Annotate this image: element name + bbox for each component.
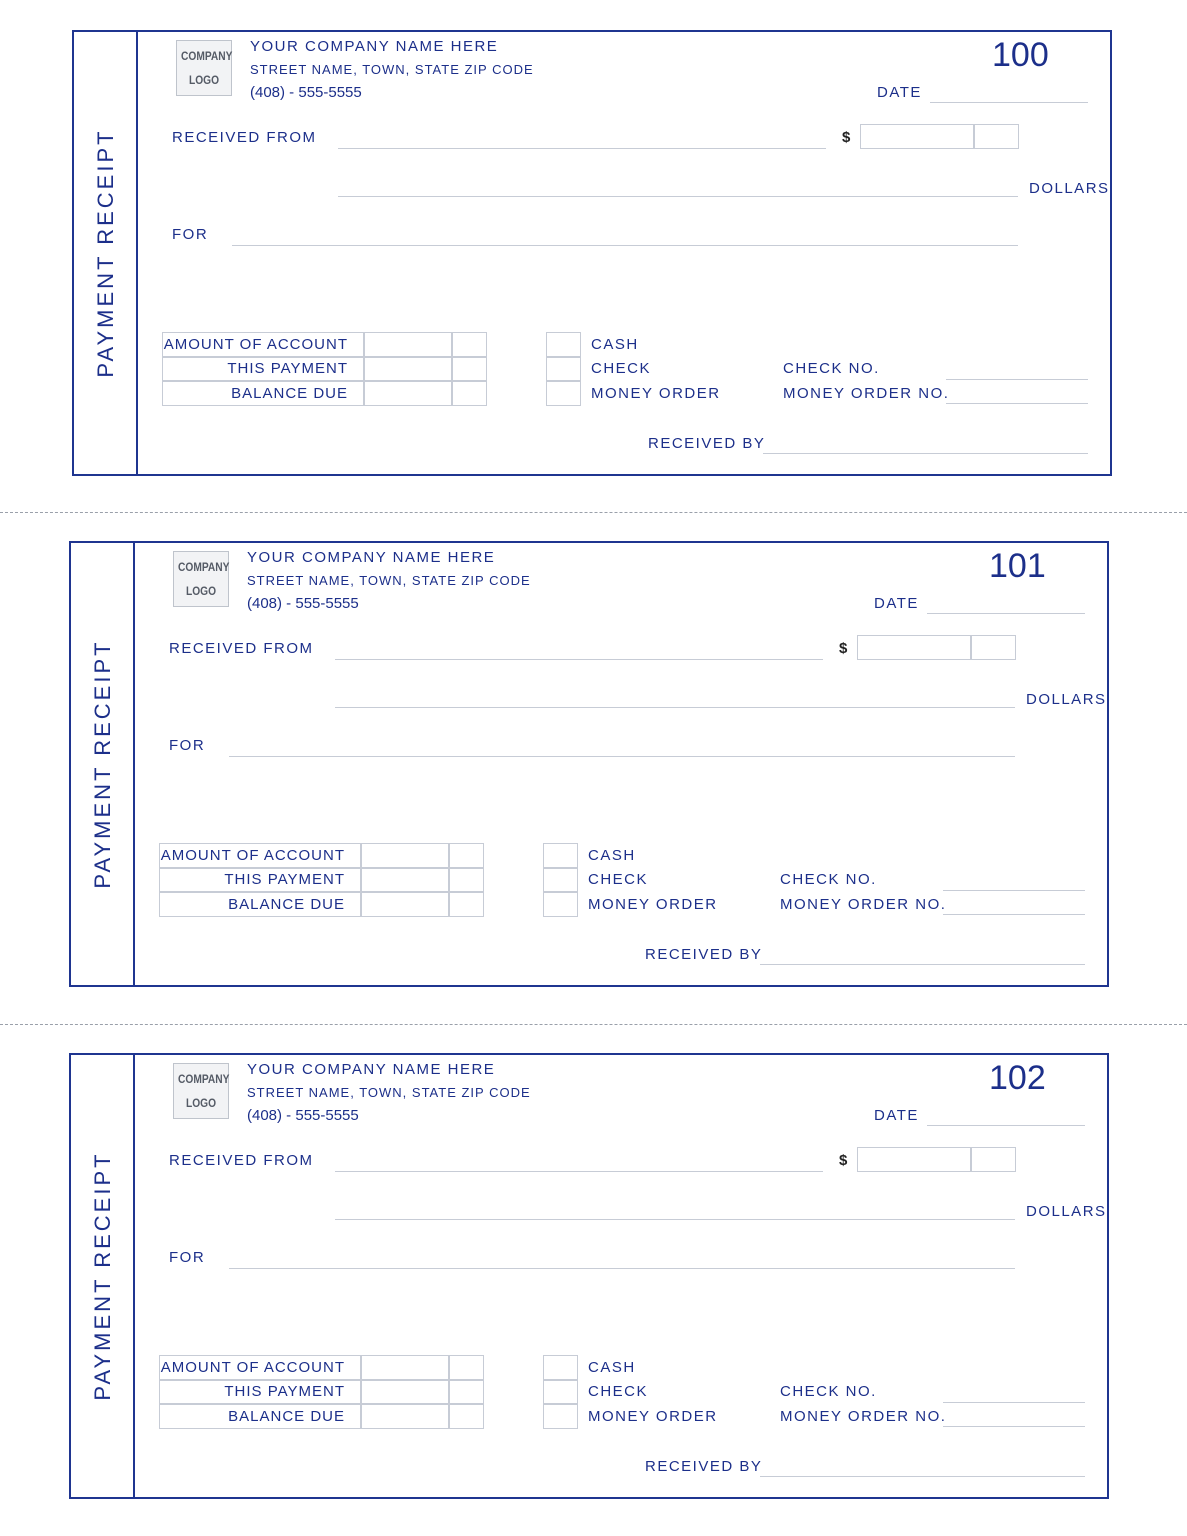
check-checkbox[interactable] [543,868,578,892]
this-payment-dollars[interactable] [364,357,452,381]
amount-of-account-label: AMOUNT OF ACCOUNT [163,336,348,353]
amount-of-account-dollars[interactable] [361,843,449,868]
received-from-field[interactable] [338,148,826,149]
date-field[interactable] [930,102,1088,103]
for-field[interactable] [229,1268,1015,1269]
logo-text-company: COMPANY [178,560,230,574]
for-field[interactable] [232,245,1018,246]
payment-receipt [72,30,1112,476]
receipt-number: 102 [989,1059,1046,1097]
dollars-label: DOLLARS [1026,691,1107,708]
amount-in-words-field[interactable] [338,196,1018,197]
money-order-no-label: MONEY ORDER NO. [780,1408,947,1425]
payment-receipt [69,541,1109,987]
amount-of-account-dollars[interactable] [364,332,452,357]
balance-due-dollars[interactable] [361,1404,449,1429]
company-phone: (408) ‐ 555-5555 [250,84,362,101]
balance-due-cents[interactable] [449,1404,484,1429]
money-order-checkbox[interactable] [543,1404,578,1429]
logo-text-logo: LOGO [185,584,217,598]
money-order-no-label: MONEY ORDER NO. [783,385,950,402]
cash-checkbox[interactable] [543,843,578,868]
amount-of-account-label: AMOUNT OF ACCOUNT [160,847,345,864]
money-order-no-field[interactable] [946,403,1088,404]
dollars-label: DOLLARS [1029,180,1110,197]
money-order-no-field[interactable] [943,914,1085,915]
this-payment-cents[interactable] [449,868,484,892]
received-from-label: RECEIVED FROM [172,129,317,146]
amount-of-account-cents[interactable] [452,332,487,357]
side-title: PAYMENT RECEIPT [90,1151,115,1401]
dollar-sign: $ [839,640,848,657]
this-payment-label: THIS PAYMENT [227,360,348,377]
date-field[interactable] [927,1125,1085,1126]
dollars-label: DOLLARS [1026,1203,1107,1220]
receipt-side-panel [71,1055,135,1497]
dollar-sign: $ [842,129,851,146]
this-payment-label: THIS PAYMENT [224,871,345,888]
cash-label: CASH [588,1359,636,1376]
company-name: YOUR COMPANY NAME HERE [250,38,499,55]
money-order-label: MONEY ORDER [591,385,721,402]
check-no-label: CHECK NO. [780,1383,877,1400]
check-label: CHECK [588,871,649,888]
receipt-side-panel [71,543,135,985]
side-title: PAYMENT RECEIPT [90,639,115,889]
company-logo-placeholder [173,1063,229,1119]
check-no-field[interactable] [943,890,1085,891]
received-by-label: RECEIVED BY [645,946,763,963]
date-label: DATE [874,595,919,612]
cut-line [0,1024,1187,1025]
amount-cents-box[interactable] [971,635,1016,660]
balance-due-label: BALANCE DUE [231,385,348,402]
received-by-label: RECEIVED BY [645,1458,763,1475]
balance-due-cents[interactable] [449,892,484,917]
for-label: FOR [169,1249,206,1266]
for-label: FOR [169,737,206,754]
money-order-checkbox[interactable] [546,381,581,406]
received-from-field[interactable] [335,659,823,660]
balance-due-cents[interactable] [452,381,487,406]
balance-due-dollars[interactable] [361,892,449,917]
amount-in-words-field[interactable] [335,1219,1015,1220]
amount-cents-box[interactable] [971,1147,1016,1172]
for-label: FOR [172,226,209,243]
cash-label: CASH [591,336,639,353]
balance-due-label: BALANCE DUE [228,1408,345,1425]
this-payment-cents[interactable] [452,357,487,381]
money-order-checkbox[interactable] [543,892,578,917]
this-payment-label: THIS PAYMENT [224,1383,345,1400]
this-payment-dollars[interactable] [361,1380,449,1404]
received-from-field[interactable] [335,1171,823,1172]
logo-text-company: COMPANY [178,1072,230,1086]
money-order-label: MONEY ORDER [588,896,718,913]
amount-dollars-box[interactable] [860,124,974,149]
company-phone: (408) ‐ 555-5555 [247,1107,359,1124]
date-field[interactable] [927,613,1085,614]
check-no-field[interactable] [943,1402,1085,1403]
balance-due-label: BALANCE DUE [228,896,345,913]
check-label: CHECK [588,1383,649,1400]
check-no-label: CHECK NO. [783,360,880,377]
amount-in-words-field[interactable] [335,707,1015,708]
side-title: PAYMENT RECEIPT [93,128,118,378]
receipt-number: 101 [989,547,1046,585]
cut-line [0,512,1187,513]
this-payment-cents[interactable] [449,1380,484,1404]
company-street: STREET NAME, TOWN, STATE ZIP CODE [247,1085,531,1100]
company-phone: (408) ‐ 555-5555 [247,595,359,612]
company-logo-placeholder [176,40,232,96]
receipt-number: 100 [992,36,1049,74]
for-field[interactable] [229,756,1015,757]
check-checkbox[interactable] [546,357,581,381]
logo-text-logo: LOGO [185,1096,217,1110]
company-name: YOUR COMPANY NAME HERE [247,1061,496,1078]
money-order-no-field[interactable] [943,1426,1085,1427]
balance-due-dollars[interactable] [364,381,452,406]
received-by-signature-line[interactable] [760,1476,1085,1477]
amount-of-account-cents[interactable] [449,843,484,868]
check-no-field[interactable] [946,379,1088,380]
received-by-signature-line[interactable] [760,964,1085,965]
logo-text-company: COMPANY [181,49,233,63]
received-from-label: RECEIVED FROM [169,1152,314,1169]
received-from-label: RECEIVED FROM [169,640,314,657]
money-order-label: MONEY ORDER [588,1408,718,1425]
logo-text-logo: LOGO [188,73,220,87]
dollar-sign: $ [839,1152,848,1169]
payment-receipt [69,1053,1109,1499]
check-no-label: CHECK NO. [780,871,877,888]
receipt-side-panel [74,32,138,474]
check-checkbox[interactable] [543,1380,578,1404]
company-logo-placeholder [173,551,229,607]
amount-of-account-cents[interactable] [449,1355,484,1380]
cash-checkbox[interactable] [543,1355,578,1380]
cash-checkbox[interactable] [546,332,581,357]
amount-cents-box[interactable] [974,124,1019,149]
money-order-no-label: MONEY ORDER NO. [780,896,947,913]
date-label: DATE [877,84,922,101]
company-street: STREET NAME, TOWN, STATE ZIP CODE [250,62,534,77]
this-payment-dollars[interactable] [361,868,449,892]
company-name: YOUR COMPANY NAME HERE [247,549,496,566]
amount-dollars-box[interactable] [857,635,971,660]
received-by-label: RECEIVED BY [648,435,766,452]
amount-dollars-box[interactable] [857,1147,971,1172]
check-label: CHECK [591,360,652,377]
received-by-signature-line[interactable] [763,453,1088,454]
amount-of-account-dollars[interactable] [361,1355,449,1380]
amount-of-account-label: AMOUNT OF ACCOUNT [160,1359,345,1376]
cash-label: CASH [588,847,636,864]
date-label: DATE [874,1107,919,1124]
company-street: STREET NAME, TOWN, STATE ZIP CODE [247,573,531,588]
